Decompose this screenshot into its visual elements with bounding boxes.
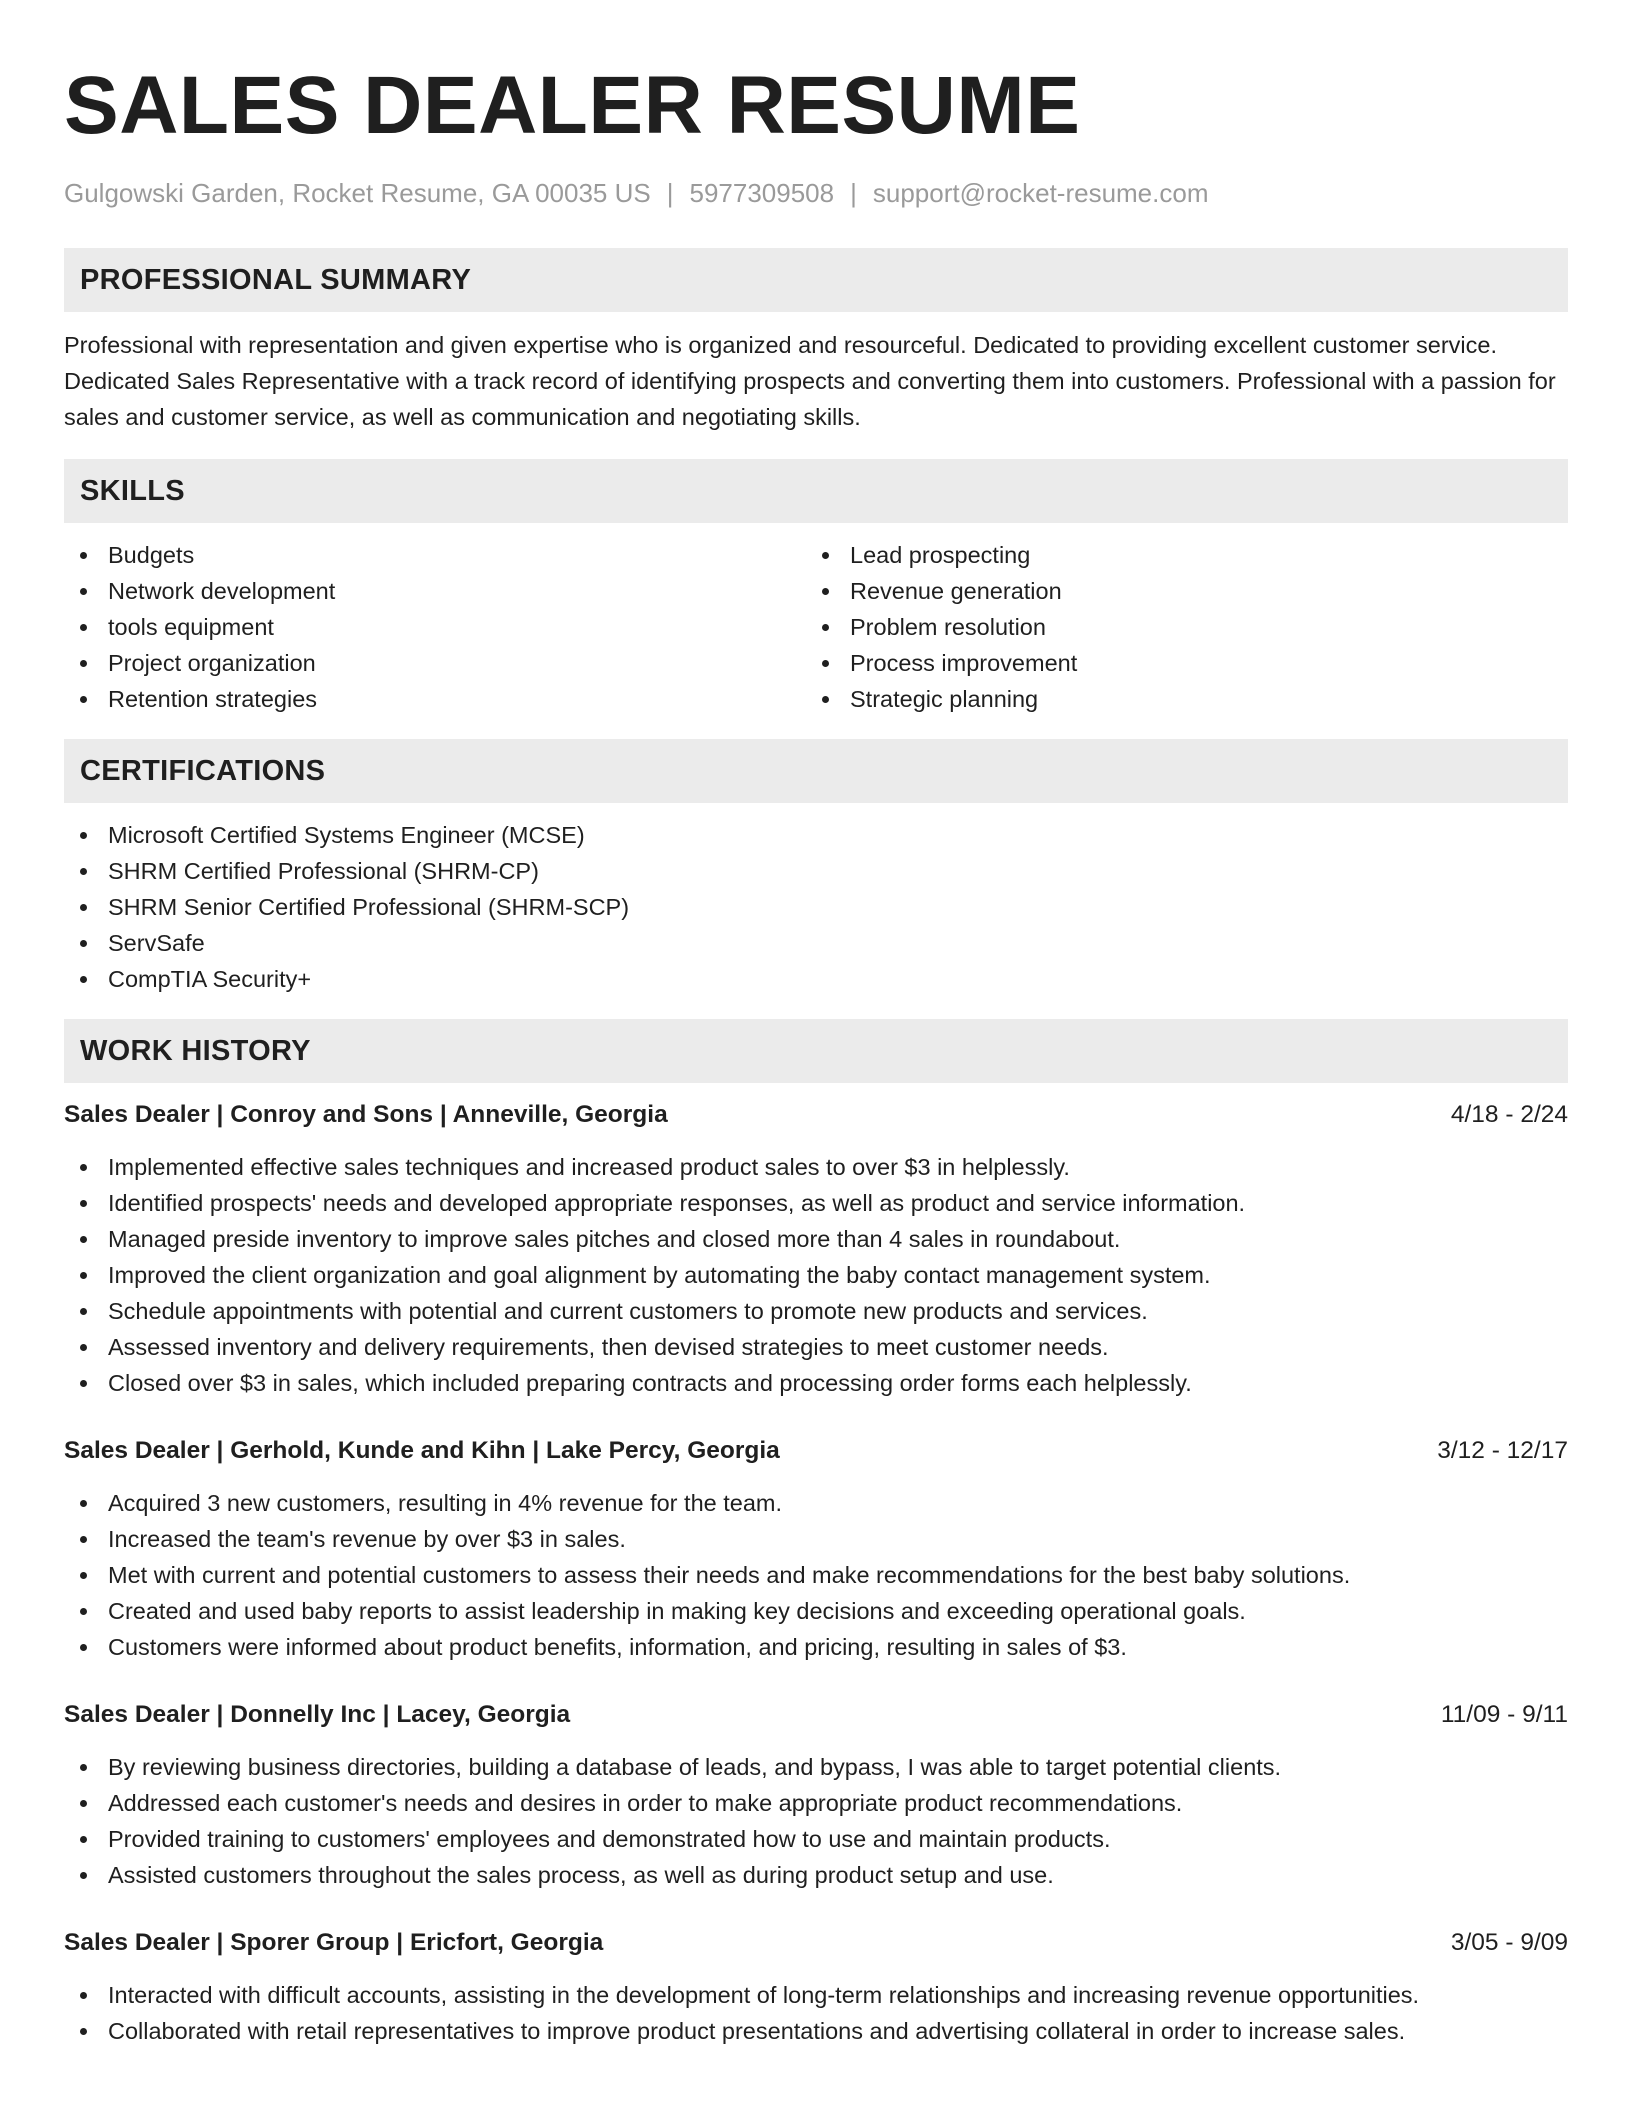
job-header xyxy=(64,1097,1568,1133)
skill-item: Project organization xyxy=(64,645,806,681)
job-bullet: Addressed each customer's needs and desires in order to make appropriate product recommendations. xyxy=(64,1785,1568,1821)
section-heading-certifications: CERTIFICATIONS xyxy=(64,739,1568,803)
skill-item: Process improvement xyxy=(806,645,1548,681)
job-bullet: Created and used baby reports to assist leadership in making key decisions and exceeding operational goals. xyxy=(64,1593,1568,1629)
skill-item: Retention strategies xyxy=(64,681,806,717)
skill-item: Strategic planning xyxy=(806,681,1548,717)
job-bullet: Identified prospects' needs and developed appropriate responses, as well as product and service information. xyxy=(64,1185,1568,1221)
certification-item: ServSafe xyxy=(64,925,1568,961)
job-dates: 4/18 - 2/24 xyxy=(1450,1101,1568,1128)
job-dates: 3/12 - 12/17 xyxy=(1437,1437,1568,1464)
job-bullet: Collaborated with retail representatives to improve product presentations and advertising collateral in order to increase sales. xyxy=(64,2013,1568,2049)
skills-grid xyxy=(64,537,1568,717)
job-bullet: Implemented effective sales techniques and increased product sales to over $3 in helplessly. xyxy=(64,1149,1568,1185)
skills-list-right xyxy=(806,537,1548,717)
job-entry xyxy=(64,1433,1568,1665)
contact-phone: 5977309508 xyxy=(689,178,835,208)
job-bullet: Acquired 3 new customers, resulting in 4% revenue for the team. xyxy=(64,1485,1568,1521)
contact-line xyxy=(64,176,1568,210)
skill-item: tools equipment xyxy=(64,609,806,645)
job-bullets xyxy=(64,1977,1568,2049)
job-entry xyxy=(64,1925,1568,2049)
skill-item: Problem resolution xyxy=(806,609,1548,645)
job-bullets xyxy=(64,1485,1568,1665)
job-title: Sales Dealer | Sporer Group | Ericfort, Georgia xyxy=(64,1929,604,1956)
job-bullet: Schedule appointments with potential and current customers to promote new products and services. xyxy=(64,1293,1568,1329)
job-bullet: Provided training to customers' employees and demonstrated how to use and maintain products. xyxy=(64,1821,1568,1857)
contact-address: Gulgowski Garden, Rocket Resume, GA 00035 US xyxy=(64,178,651,208)
section-heading-work-history: WORK HISTORY xyxy=(64,1019,1568,1083)
job-bullet: Improved the client organization and goal alignment by automating the baby contact management system. xyxy=(64,1257,1568,1293)
job-bullet: By reviewing business directories, building a database of leads, and bypass, I was able to target potential clients. xyxy=(64,1749,1568,1785)
job-entry xyxy=(64,1697,1568,1893)
job-bullet: Met with current and potential customers to assess their needs and make recommendations for the best baby solutions. xyxy=(64,1557,1568,1593)
job-bullet: Assisted customers throughout the sales process, as well as during product setup and use. xyxy=(64,1857,1568,1893)
job-dates: 3/05 - 9/09 xyxy=(1450,1929,1568,1956)
job-header xyxy=(64,1433,1568,1469)
job-dates: 11/09 - 9/11 xyxy=(1440,1701,1568,1728)
summary-text: Professional with representation and given expertise who is organized and resourceful. Dedicated to providing excellent customer service. Dedicated Sales Representative with a track record of identifying prospects and converting them into customers. Professional with a passion for sales and customer service, as well as communication and negotiating skills. xyxy=(64,332,1556,430)
resume-page xyxy=(64,0,1568,2049)
skill-item: Lead prospecting xyxy=(806,537,1548,573)
certifications-list xyxy=(64,817,1568,997)
resume-title: SALES DEALER RESUME xyxy=(64,60,1081,151)
skill-item: Revenue generation xyxy=(806,573,1548,609)
contact-email[interactable]: support@rocket-resume.com xyxy=(872,178,1209,208)
job-bullet: Increased the team's revenue by over $3 in sales. xyxy=(64,1521,1568,1557)
section-heading-summary: PROFESSIONAL SUMMARY xyxy=(64,248,1568,312)
job-bullet: Closed over $3 in sales, which included preparing contracts and processing order forms each helplessly. xyxy=(64,1365,1568,1401)
job-header xyxy=(64,1925,1568,1961)
skill-item: Network development xyxy=(64,573,806,609)
certification-item: Microsoft Certified Systems Engineer (MCSE) xyxy=(64,817,1568,853)
certification-item: CompTIA Security+ xyxy=(64,961,1568,997)
job-bullets xyxy=(64,1149,1568,1401)
job-header xyxy=(64,1697,1568,1733)
section-heading-skills: SKILLS xyxy=(64,459,1568,523)
job-title: Sales Dealer | Conroy and Sons | Anneville, Georgia xyxy=(64,1101,668,1128)
skill-item: Budgets xyxy=(64,537,806,573)
certification-item: SHRM Certified Professional (SHRM-CP) xyxy=(64,853,1568,889)
job-title: Sales Dealer | Gerhold, Kunde and Kihn | Lake Percy, Georgia xyxy=(64,1437,780,1464)
contact-separator: | xyxy=(666,178,674,208)
certification-item: SHRM Senior Certified Professional (SHRM-SCP) xyxy=(64,889,1568,925)
job-entry xyxy=(64,1097,1568,1401)
job-bullet: Customers were informed about product benefits, information, and pricing, resulting in sales of $3. xyxy=(64,1629,1568,1665)
job-title: Sales Dealer | Donnelly Inc | Lacey, Georgia xyxy=(64,1701,571,1728)
job-bullets xyxy=(64,1749,1568,1893)
job-bullet: Interacted with difficult accounts, assisting in the development of long-term relationships and increasing revenue opportunities. xyxy=(64,1977,1568,2013)
job-bullet: Assessed inventory and delivery requirements, then devised strategies to meet customer needs. xyxy=(64,1329,1568,1365)
skills-list-left xyxy=(64,537,806,717)
contact-separator: | xyxy=(850,178,857,208)
job-bullet: Managed preside inventory to improve sales pitches and closed more than 4 sales in roundabout. xyxy=(64,1221,1568,1257)
